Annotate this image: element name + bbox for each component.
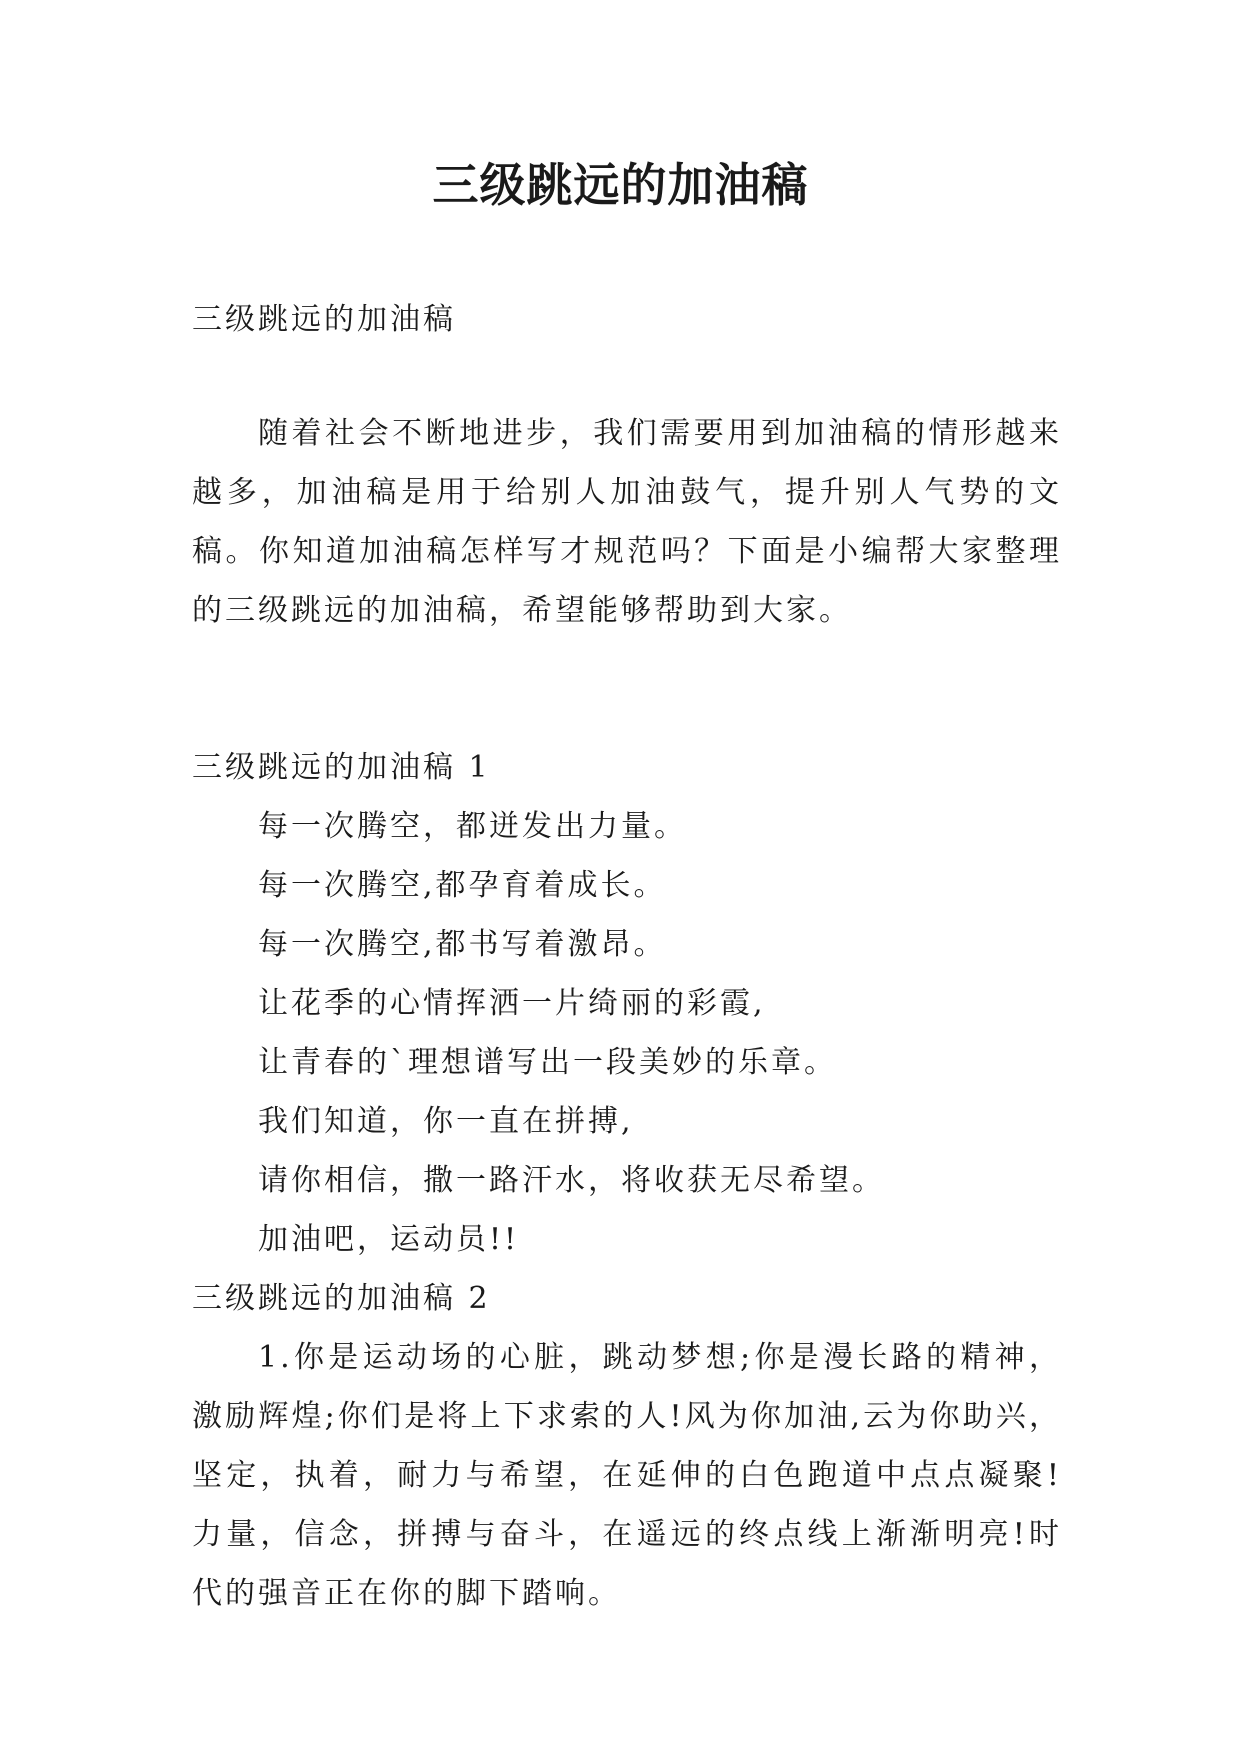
verse-line: 每一次腾空,都书写着激昂。 — [258, 927, 667, 962]
section-heading-1: 三级跳远的加油稿 1 — [192, 750, 491, 785]
verse-line: 我们知道，你一直在拼搏, — [258, 1104, 634, 1139]
document-subtitle: 三级跳远的加油稿 — [192, 302, 456, 337]
verse-line: 让青春的`理想谱写出一段美妙的乐章。 — [258, 1045, 837, 1080]
spacer — [192, 349, 1062, 408]
verse-line: 每一次腾空，都迸发出力量。 — [258, 809, 687, 844]
section-2-paragraph: 1.你是运动场的心脏，跳动梦想;你是漫长路的精神，激励辉煌;你们是将上下求索的人!风为你加油,云为你助兴，坚定，执着，耐力与希望，在延伸的白色跑道中点点凝聚!力量，信念，拼搏与奋斗，在遥远的终点线上渐渐明亮!时代的强音正在你的脚下踏响。 — [192, 1340, 1062, 1611]
section-heading-2: 三级跳远的加油稿 2 — [192, 1281, 491, 1316]
intro-paragraph: 随着社会不断地进步，我们需要用到加油稿的情形越来越多，加油稿是用于给别人加油鼓气，提升别人气势的文稿。你知道加油稿怎样写才规范吗？下面是小编帮大家整理的三级跳远的加油稿，希望能够帮助到大家。 — [192, 416, 1062, 628]
document-title: 三级跳远的加油稿 — [432, 158, 809, 212]
document-body — [192, 290, 1062, 1623]
verse-line: 每一次腾空,都孕育着成长。 — [258, 868, 667, 903]
verse-line: 让花季的心情挥洒一片绮丽的彩霞, — [258, 986, 766, 1021]
spacer — [192, 640, 1062, 738]
verse-line: 加油吧，运动员!! — [258, 1222, 520, 1257]
verse-line: 请你相信，撒一路汗水，将收获无尽希望。 — [258, 1163, 885, 1198]
